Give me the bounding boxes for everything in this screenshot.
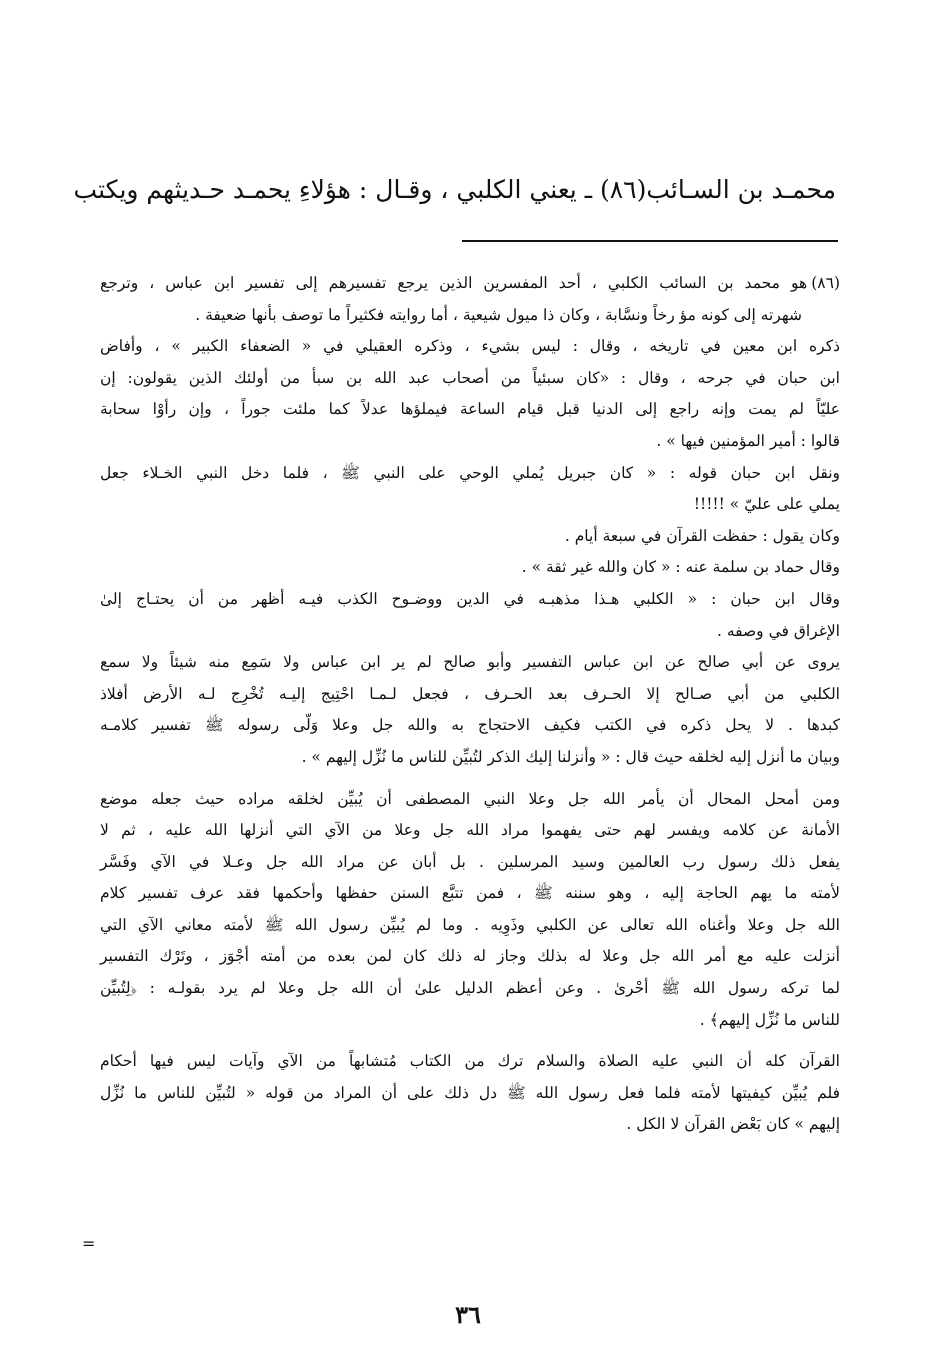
footnote-line: القرآن كله أن النبي عليه الصلاة والسلام ترك من الكتاب مُتشابهاً من الآي وآيات ليس فيها أحكام (100, 1052, 840, 1071)
footnote-line: للناس ما نُزِّل إليهم﴾ . (699, 1010, 840, 1029)
footnote-line: الله جل وعلا وأغناه الله تعالى عن الكلبي وذَوِيه . وما لم يُبيِّن رسول الله ﷺ لأمته معاني الآي التي (100, 915, 840, 934)
footnote-paragraph (100, 552, 840, 584)
footnote-separator (462, 240, 838, 242)
footnote-number: (٨٦) (811, 274, 840, 292)
footnote-paragraph (100, 584, 840, 647)
footnote-line: إليهم » كان بَعْض القرآن لا الكل . (626, 1115, 840, 1134)
footnote-paragraph (100, 458, 840, 521)
footnote-line: الأمانة عن كلامه ويفسر لهم حتى يفهموا مراد الله جل وعلا من الآي التي أنزلها الله عليه ، ثم لا (100, 821, 840, 840)
footnote-line: فلم يُبيِّن كيفيتها لأمته فلما فعل رسول الله ﷺ دل ذلك على أن المراد من قوله « لتُبيِّن للناس ما نُزِّل (100, 1083, 840, 1102)
continuation-mark: = (82, 1234, 95, 1253)
footnote-line: الكلبي من أبي صـالح إلا الحـرف بعد الحـرف ، فجعل لـمـا احْتِيج إليـه تُخْرِج لـه الأرض أفلاذ (100, 684, 840, 703)
footnote-paragraph (100, 647, 840, 773)
footnote-paragraph (100, 1046, 840, 1141)
main-text-line: محمـد بن السـائب(٨٦) ـ يعني الكلبي ، وقـال : هؤلاءِ يحمـد حـديثهم ويكتب (73, 175, 836, 204)
footnote-line: ونقل ابن حبان قوله : « كان جبريل يُملي الوحي على النبي ﷺ ، فلما دخل النبي الخـلاء جعل (100, 463, 840, 482)
footnote-line: يفعل ذلك رسول رب العالمين وسيد المرسلين . بل أبان عن مراد الله جل وعـلا في الآي وفَسَّر (100, 852, 840, 871)
footnote-paragraph (100, 331, 840, 457)
footnote-line: ذكره ابن معين في تاريخه ، وقال : ليس بشيء ، وذكره العقيلي في « الضعفاء الكبير » ، وأفاض (100, 337, 840, 356)
footnote-line: شهرته إلى كونه مؤ رخاً ونسَّابة ، وكان ذا ميول شيعية ، أما روايته فكثيراً ما توصف بأنها ضعيفة . (195, 305, 802, 324)
footnote-line: عليّاً لم يمت وإنه راجع إلى الدنيا قبل قيام الساعة فيملؤها عدلاً كما ملئت جوراً ، وإن رأوْا سحابة (100, 400, 840, 419)
footnote-line: ابن حبان في جرحه ، وقال : «كان سبئياً من أصحاب عبد الله بن سبأ من أولئك الذين يقولون: إن (100, 368, 840, 387)
footnote-line: أنزلت عليه مع أمر الله جل وعلا له بذلك وجاز له ذلك كان لمن بعده من أمته أجْوَز ، وتَرْك التفسير (100, 947, 840, 966)
page-number: ٣٦ (455, 1300, 481, 1329)
footnote-line: كبدها . لا يحل ذكره في الكتب فكيف الاحتجاج به والله جل وعلا وَلّى رسوله ﷺ تفسير كلامـه (100, 716, 840, 735)
footnote-line: لأمته ما يهم الحاجة إليه ، وهو سننه ﷺ ، فمن تتبَّع السنن حفظها وأحكمها فقد عرف تفسير كلام (100, 884, 840, 903)
footnote-line: وكان يقول : حفظت القرآن في سبعة أيام . (564, 526, 840, 545)
footnote-paragraph (100, 784, 840, 1037)
footnote-line: قالوا : أمير المؤمنين فيها » . (656, 431, 840, 450)
footnote-line: الإغراق في وصفه . (717, 621, 840, 640)
footnote-line: (٨٦)هو محمد بن السائب الكلبي ، أحد المفسرين الذين يرجع تفسيرهم إلى تفسير ابن عباس ، وترجع (100, 274, 840, 292)
footnote-line: يملي على عليّ » !!!!! (693, 495, 840, 514)
footnote-line: وبيان ما أنزل إليه لخلقه حيث قال : « وأنزلنا إليك الذكر لتُبيِّن للناس ما نُزِّل إليهم » . (301, 747, 840, 766)
footnote-line: وقال حماد بن سلمة عنه : « كان والله غير ثقة » . (521, 558, 840, 577)
footnote-line: ومن أمحل المحال أن يأمر الله جل وعلا النبي المصطفى أن يُبيِّن لخلقه مراده حيث جعله موضع (100, 789, 840, 808)
footnote-section (100, 268, 840, 1141)
footnote-paragraph (100, 521, 840, 553)
footnote-line: وقال ابن حبان : « الكلبي هـذا مذهبـه في الدين ووضـوح الكذب فيـه أظهر من أن يحتـاج إلىٰ (100, 589, 840, 608)
footnote-paragraph (100, 268, 840, 331)
footnote-line: لما تركه رسول الله ﷺ أحْرىٰ . وعن أعظم الدليل علىٰ أن الله جل وعلا لم يرد بقولـه : ﴿لِتُبيِّن (100, 979, 840, 998)
footnote-line: يروى عن أبي صالح عن ابن عباس التفسير وأبو صالح لم ير ابن عباس ولا سَمِع منه شيئاً ولا سمع (100, 653, 840, 672)
